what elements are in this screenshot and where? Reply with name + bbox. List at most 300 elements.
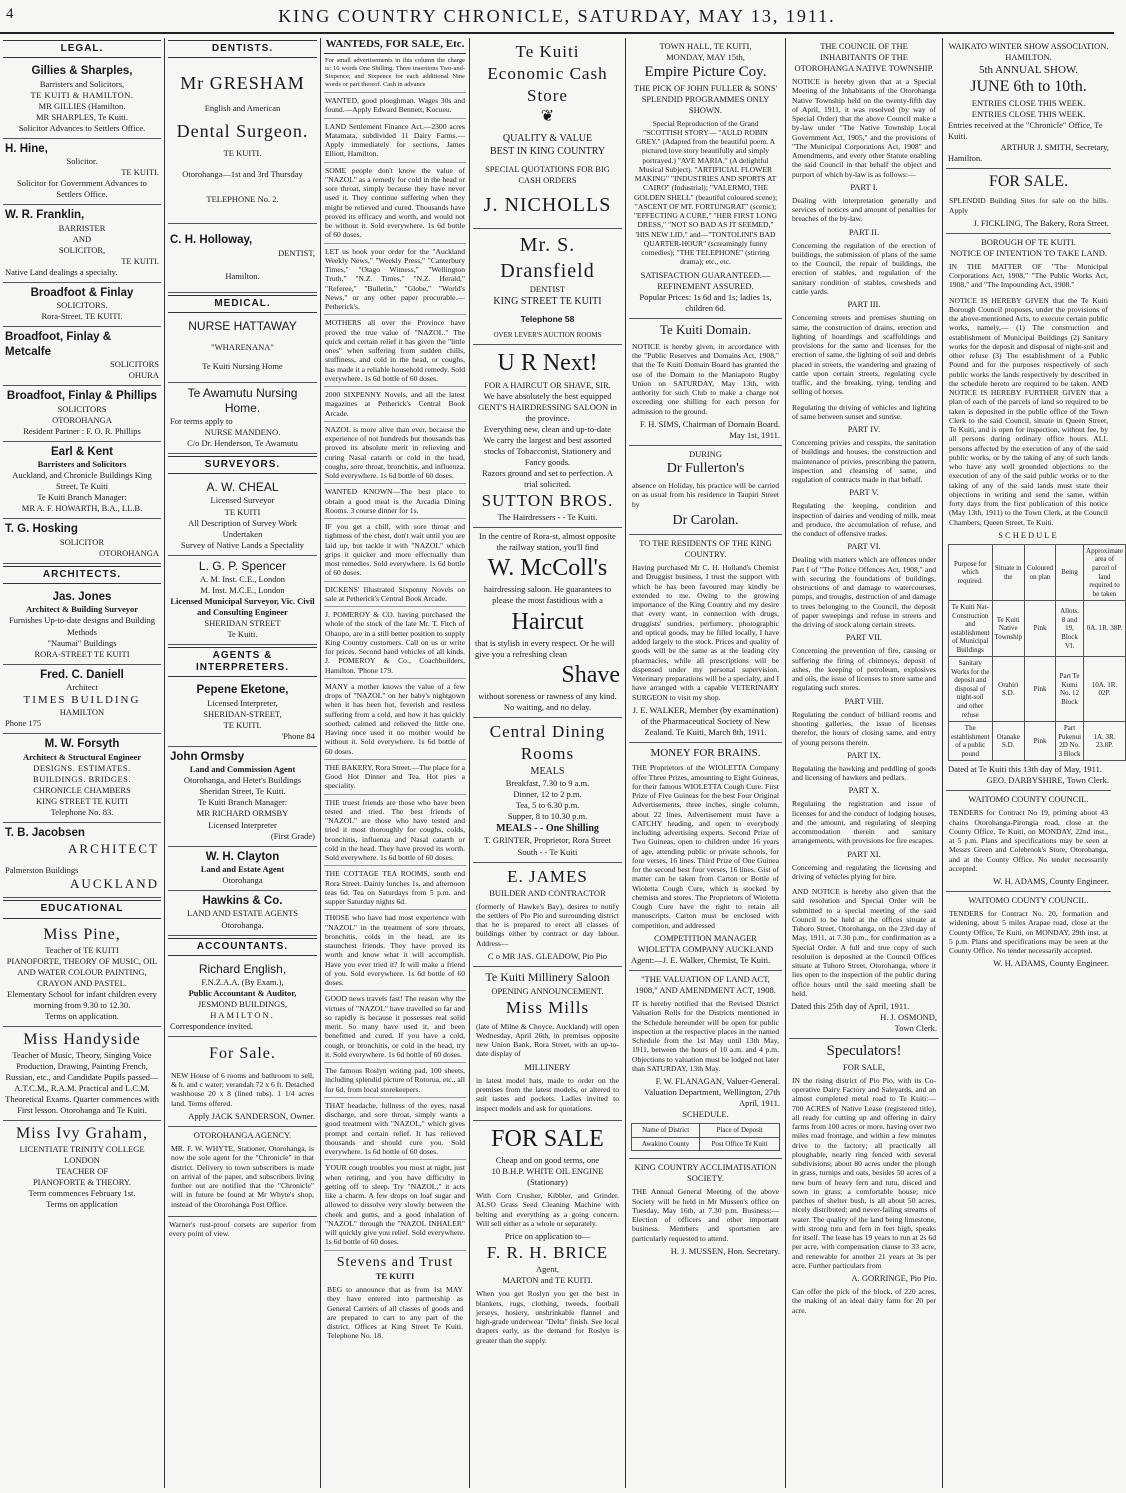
table-header: Situate in the (992, 544, 1025, 600)
firm-name: Central Dining Rooms (489, 722, 606, 764)
ad-line: JESMOND BUILDINGS, (197, 998, 288, 1009)
ad-line: Hamilton. (225, 270, 260, 281)
ad-line: TEACHER OF (55, 1166, 109, 1177)
ad-line: We carry the largest and best assorted stocks of Tobacconist, Stationery and Fancy goods. (483, 434, 612, 467)
ad-line: TOWN HALL, TE KUITI, (659, 41, 752, 51)
ad-stevens-trust (324, 1251, 466, 1348)
firm-name: Broadfoot, Finlay & Metcalfe (5, 331, 112, 358)
ad-teawamutu (168, 383, 317, 454)
ad-clayton (168, 847, 317, 891)
ad-line: Barristers and Solicitors, (39, 78, 125, 89)
ad-line: Resident Partner : F. O. R. Phillips (23, 425, 141, 436)
ad-line: FOR A HAIRCUT OR SHAVE, SIR. (484, 379, 611, 390)
classified-item: LET us book your order for the "Auckland Weekly News," "Weekly Press," "Canterbury Times," "Otago Witness," "Wellington Truth," "N.Z. Times," "N.Z. Herald," "Referee," "Bulletin," "Globe," "World's News," or any other paper procurable.—Petherick's. (324, 244, 466, 316)
ad-body: TENDERS for Contract No 19, priming about 43 chains Otorohanga-Pirongia road, close at the County Office, Te Kuiti, on MONDAY, 22nd inst., at 5 p.m. Plans and specifications may be seen at Messrs Green and Colebrook's Store, Otorohanga, and at the County Office. No tender necessarily accepted. (949, 808, 1108, 873)
ad-town-hall (629, 38, 782, 319)
classified-item: THE COTTAGE TEA ROOMS, south end Rora Street. Dainty lunches 1s, and afternoon teas 6d. Tea on Saturdays from 5 p.m. and supper Saturday nights 6d. (324, 866, 466, 910)
table-cell: Post Office Te Kuiti (700, 1137, 780, 1151)
bylaw-part-text: Regulating the conduct of billiard rooms and shooting galleries, the issue of licenses therefor, the hours of closing same, and entry of young persons therein. (792, 709, 936, 747)
bylaw-part-heading: PART VII. (845, 632, 883, 643)
bylaw-part-heading: PART VIII. (844, 695, 884, 706)
ornament-icon: ❦ (540, 108, 555, 126)
ad-line: Barristers and Solicitors (37, 459, 127, 470)
ad-body: When you get Roslyn you get the best in blankets, rugs, clothing, tweeds, football jerseys, hosiery, unshrinkable flannel and high-grade underwear "Delta" finish. See local drapers early, as the demand for Roslyn is greater than the supply. (476, 1289, 619, 1345)
ad-line: Cheap and on good terms, one (495, 1154, 600, 1165)
ad-signature: J. E. WALKER, Member (by examination) of the Pharmaceutical Society of New Zealand. Te Kuiti, March 8th, 1911. (632, 704, 779, 738)
ad-hawkins (168, 891, 317, 935)
ad-line: SATISFACTION GUARANTEED.—REFINEMENT ASSURED. (640, 269, 771, 291)
ad-headline: Speculators! (826, 1043, 902, 1060)
ad-line: SHERIDAN-STREET, (203, 708, 282, 719)
ad-line: SOLICITOR (59, 536, 105, 547)
ad-title: BOROUGH OF TE KUITI. (981, 236, 1076, 247)
ad-handyside (3, 1027, 161, 1121)
ad-body: SPLENDID Building Sites for sale on the hills. Apply (949, 196, 1108, 215)
ad-line: Furnishes Up-to-date designs and Building Methods (9, 615, 155, 637)
firm-name: A. W. CHEAL (206, 480, 279, 495)
ad-line: For terms apply to (170, 416, 233, 427)
classified-item: GOOD news travels fast! The reason why the virtues of "NAZOL" have travelled so far and so rapidly is because it possesses real solid merit. So many have used it, and been benefitted and cured. If you have a cold, cough, or bronchitis, or cold in the head, try it. Sold everywhere. 1s 6d bottle of 60 doses. (324, 991, 466, 1063)
ad-line: TE KUITI. (223, 719, 262, 730)
ad-line: ENTRIES CLOSE THIS WEEK. (971, 109, 1086, 120)
ad-pine (3, 922, 161, 1027)
ad-line: Term commences February 1st. (28, 1188, 136, 1199)
classifieds-rates: For small advertisements in this column the charge is: 16 words One Shilling. Three insertions Two-and-Sixpence; and Sixpence for each additional Nine words or part thereof. Cash in advance (324, 54, 466, 93)
ad-title: TO THE RESIDENTS OF THE KING COUNTRY. (639, 538, 772, 560)
classified-item: DICKENS' Illustrated Sixpenny Novels on sale at Petherick's Central Book Arcade. (324, 582, 466, 608)
section-heading: ARCHITECTS. (3, 566, 161, 584)
column-council (786, 38, 942, 1488)
classified-item: 2000 SIXPENNY Novels, and all the latest magazines at Petherick's Central Book Arcade. (324, 387, 466, 422)
ad-line: Land and Commission Agent (189, 764, 296, 775)
firm-name: Gillies & Sharples, (31, 65, 133, 78)
bylaw-part-heading: PART X. (848, 785, 880, 796)
ad-line: English and American (204, 102, 281, 113)
masthead (0, 0, 1114, 34)
table-header: Place of Deposit (700, 1124, 780, 1138)
valuation-schedule-table (631, 1123, 780, 1151)
ad-body: IN THE MATTER OF "The Municipal Corporations Act, 1908," "The Public Works Act, 1908," and "The Impounding Act, 1908." (949, 261, 1108, 290)
ad-line: FOR SALE, (842, 1061, 886, 1072)
ad-line: Agent, (536, 1264, 559, 1275)
ad-broadfoot-phillips (3, 386, 161, 442)
ad-body: NEW House of 6 rooms and bathroom to sell, & h. and c water; verandah 72 x 6 ft. Detached washhouse 20 x 8 (lined tubs). 1 1/4 acres land. Terms offered. (171, 1070, 314, 1108)
ad-signature: Apply JACK SANDERSON, Owner. (188, 1110, 315, 1121)
ad-hattaway (168, 316, 317, 383)
table-cell: Part Pukenui 2D No. 3 Block (1056, 722, 1084, 761)
ad-body: BEG to announce that as from 1st MAY they have entered into partnership as General Carriers of all classes of goods and are prepared to cart to any part of the district. Offices at King Street Te Kuiti. Telephone No. 18. (327, 1285, 463, 1341)
classified-item: THE BAKERY, Rora Street.—The place for a Good Hot Dinner and Tea. Hot pies a speciality. (324, 760, 466, 795)
ad-line: ENTRIES CLOSE THIS WEEK. (971, 98, 1086, 109)
ad-line: MILLINERY (524, 1061, 571, 1072)
table-header: Approximate area of parcel of land required to be taken (1084, 544, 1126, 600)
ad-line: Architect & Building Surveyor (26, 604, 138, 615)
page-number: 4 (6, 6, 14, 22)
classified-item: WANTED, good ploughman. Wages 30s and found.—Apply Edward Bennett, Kocueu. (324, 93, 466, 119)
firm-name: T. G. Hosking (5, 523, 78, 536)
ad-forsyth (3, 734, 161, 823)
ad-title: WAIKATO WINTER SHOW ASSOCIATION. (948, 41, 1109, 51)
ad-body: MR. F. W. WHYTE, Stationer, Otorohanga, is now the sole agent for the "Chronicle" in that district. Delivery to town subscribers is made on arrival of the paper, and subscribers living further out are notified that the "Chronicle" will in future be found at Mr Whyte's shop, instead of the Otorohanga Post Office. (171, 1144, 314, 1209)
ad-line: Survey of Native Lands a Speciality (181, 539, 304, 550)
ad-headline: W. McColl's (487, 555, 608, 582)
ad-line: PIANOFORTE & THEORY. (32, 1177, 132, 1188)
ad-line: J. NICHOLLS (483, 194, 612, 217)
bylaw-part-heading: PART I. (850, 181, 878, 192)
ad-line: Everything new, clean and up-to-date (483, 423, 612, 434)
ad-line: WIOLETTA COMPANY AUCKLAND (637, 943, 774, 954)
table-header: Name of District (632, 1124, 700, 1138)
ad-millinery (473, 967, 622, 1121)
bylaw-part-text: Concerning the regulation of the erection of buildings, the submission of plans of the same to the Council, the repair of buildings, the erection of stables, and regulation of the sanitary condition of stables, cowsheds and cattle yards. (792, 240, 936, 296)
ad-line: Te Kuiti Branch Manager: (197, 797, 288, 808)
ad-body: IT is hereby notified that the Revised District Valuation Rolls for the Districts mentioned in the Schedule hereunder will be open for public inspection at the respective places in the named Schedule from the 1st May until 13th May, 1911, between the hours of 10 a.m. and 4 p.m. Objections to valuation must be lodged not later than SATURDAY, 13th May. (632, 999, 779, 1073)
bylaw-part-text: Regulating the keeping, condition and inspection of dairies and vending of milk, meat and produce, the accumulation of refuse, and the conduct of offensive trades. (792, 501, 936, 539)
ad-hine (3, 139, 161, 206)
ad-headline: Te Kuiti Domain. (659, 321, 752, 337)
ad-line: Palmerston Buildings (5, 865, 79, 876)
ad-u-r-next (473, 345, 622, 528)
ad-line: TE KUITI. (223, 148, 262, 159)
firm-name: Richard English, (198, 961, 287, 976)
firm-name: W. R. Franklin, (5, 209, 85, 222)
ad-line: Dated this 25th day of April, 1911. (791, 1001, 910, 1012)
ad-body: With Corn Crusher, Kibbler, and Grinder. ALSO Grass Seed Cleaning Machine with belting and everything as a going concern. Will sell either as a whole or separately. (476, 1191, 619, 1228)
ad-line: without soreness or rawness of any kind. No waiting, and no delay. (478, 691, 617, 713)
ad-line: OTOROHANGA (52, 414, 112, 425)
ad-line: LAND AND ESTATE AGENTS (187, 908, 298, 919)
bylaw-part-heading: PART III. (847, 299, 881, 310)
bylaw-part-heading: PART V. (849, 487, 879, 498)
ad-valuation (629, 971, 782, 1159)
ad-headline: Empire Picture Coy. (644, 64, 767, 81)
classified-item: THE truest friends are those who have been tested and tried. The best friends of "NAZOL" are those who have tested and tried it most thoroughly for coughs, colds, bronchitis, influenza and Nasal catarrh or cold in the head. They have proved its worth. Sold everywhere. 1s 6d bottle of 60 doses. (324, 795, 466, 867)
firm-name: Te Awamutu Nursing Home. (187, 386, 298, 416)
classified-item: LAND Settlement Finance Act.—2300 acres Matamata, subdivided 11 Dairy Farms.—Apply immediately for sections, James Elliott, Hamilton. (324, 119, 466, 163)
table-cell: Pink (1025, 601, 1056, 657)
ad-line: Te Kuiti Branch Manager: (37, 492, 127, 503)
ad-mccoll (473, 528, 622, 718)
firm-name: Broadfoot & Finlay (30, 286, 134, 299)
column-professional (165, 38, 320, 1488)
ad-line: "Naumai" Buildings (47, 637, 117, 648)
ad-line: Solicitor for Government Advances to Settlers Office. (17, 178, 147, 200)
ad-borough (946, 234, 1123, 791)
section-heading: LEGAL. (3, 40, 161, 58)
ad-te-kuiti-domain (629, 319, 782, 446)
ad-line: BEST IN KING COUNTRY (489, 146, 606, 158)
ad-line: Land and Estate Agent (200, 863, 285, 874)
ad-line: RORA-STREET TE KUITI (34, 648, 130, 659)
ad-headline: Dr Carolan. (672, 512, 739, 528)
ad-line: Entries received at the "Chronicle" Office, Te Kuiti. (948, 120, 1103, 142)
borough-schedule-table (948, 544, 1126, 761)
ad-line: Economic Cash Store (487, 64, 608, 106)
ad-line: Elementary School for infant children every morning from 9.30 to 12.30. (7, 988, 157, 1010)
table-header: Purpose for which required. (949, 544, 993, 600)
ad-line: Te Kuiti. (227, 628, 258, 639)
ad-line: Dinner, 12 to 2 p.m. (513, 789, 582, 800)
ad-line: Te Kuiti (515, 42, 580, 61)
ad-line: The Hairdressers - - Te Kuiti. (497, 512, 598, 523)
firm-name: John Ormsby (170, 750, 245, 763)
ad-building-sites (946, 169, 1111, 233)
ad-line: Price on application to— (504, 1231, 591, 1242)
ad-title: WAITOMO COUNTY COUNCIL. (968, 794, 1089, 805)
ad-headline: Miss Mills (505, 997, 590, 1017)
ad-line: HAMILTON. (1005, 52, 1052, 63)
ad-line: Phone 175 (5, 718, 42, 729)
ad-english (168, 959, 317, 1037)
borough-schedule-rows (949, 601, 1126, 761)
ad-line: Licensed Municipal Surveyor, Vic. Civil and Consulting Engineer (170, 595, 315, 617)
ad-signature: ARTHUR J. SMITH, Secretary, (1000, 142, 1109, 153)
ad-signature: H. J. MUSSEN, Hon. Secretary. (670, 1245, 780, 1256)
ad-line: MARTON and TE KUITI. (502, 1275, 593, 1286)
ad-line: HAMILTON (59, 707, 105, 718)
ad-line: Dental Surgeon. (176, 120, 309, 141)
ad-body: absence on Holiday, his practice will be carried on as usual from his residence in Taupiri Street by (632, 481, 779, 509)
ad-otorohanga-council (789, 38, 939, 1039)
firm-name: Miss Pine, (43, 925, 121, 943)
table-cell: Pink (1025, 657, 1056, 722)
ad-body: Having purchased Mr C. H. Holland's Chemist and Druggist business, I trust the support with which he has been favoured may kindly be extended to me. Owing to the growing importance of the King Country and my desire that every want, in connection with drugs, druggists' sundries, perfumery, photographic and optical goods, may be filled locally, I have added largely to the stock. Prices and quality of goods will be the same as at the leading city pharmacies, while all prescriptions will be dispensed under my personal supervision. Veterinary preparations will be a specialty, and I have arranged with a capable VETERINARY SURGEON to visit my shop. (632, 563, 779, 702)
firm-name: Miss Ivy Graham, (16, 1125, 148, 1143)
bylaw-part-text: Concerning privies and cesspits, the sanitation of buildings and houses, the construction and maintenance of privies, prescribing the pattern, inspection and cleansing of same, and regulation of contracts made in that behalf. (792, 438, 936, 485)
ad-line: Razors ground and set to perfection. A trial solicited. (481, 467, 613, 489)
ad-headline: FOR SALE. (988, 173, 1069, 191)
bylaw-part-heading: PART IX. (847, 749, 881, 760)
ad-headline: FOR SALE (491, 1125, 604, 1152)
ad-line: 'Phone 84 (281, 730, 315, 741)
ad-line: BUILDINGS. BRIDGES. (32, 773, 132, 784)
ad-line: In the centre of Rora-st, almost opposite the railway station, you'll find (479, 531, 616, 553)
ad-signature: A. GORRINGE, Pio Pio. (851, 1273, 937, 1284)
ad-line: Tea, 5 to 6.30 p.m. (515, 800, 580, 811)
bylaw-part-text: Dealing with matters which are offences under Part I of "The Police Offences Act, 1908," and with securing the foundations of buildings, obstructions of and damage to watercourses, pumps, and troughs, destruction of and damage to trees belonging to the Council, the deposit of paper sweepings and refuse in streets and the driving of stock along certain streets. (792, 555, 936, 630)
column-wanteds (321, 38, 469, 1488)
firm-name: Earl & Kent (51, 445, 113, 458)
classifieds-list (324, 93, 466, 1251)
ad-signature: H. J. OSMOND, (880, 1012, 937, 1023)
ad-line: Native Land dealings a specialty. (5, 266, 118, 277)
firm-name: Pepene Eketone, (196, 684, 289, 697)
classified-item: SOME people don't know the value of "NAZOL" as a remedy for cold in the head or sore throat, simply because they have never used it. They continue suffering when they might be relieved and cured. Thousands have proved its efficacy and worth, and would not be without it. Sold everywhere. 1s 6d bottle of 60 doses. (324, 163, 466, 244)
ad-line: Solicitor. (66, 156, 98, 167)
column-public-notices (943, 38, 1123, 1488)
firm-name: Mr GRESHAM (180, 73, 305, 94)
table-cell: Part Te Kumi No. 12 Block (1056, 657, 1084, 722)
ad-line: All Description of Survey Work Undertaken (188, 517, 297, 539)
ad-signature: J. FICKLING, The Bakery, Rora Street. (973, 217, 1109, 228)
ad-body: TENDERS for Contract No. 20, formation and widening, about 5 miles Arapae road, close at the County Office, Te Kuiti, on MONDAY, 29th inst, at 5 p.m. Plans and specifications may be seen at the County Office. No tender necessarily accepted. (949, 909, 1108, 956)
ad-headline: Haircut (511, 608, 584, 635)
ad-speculators (789, 1039, 939, 1322)
ad-signature: F. H. SIMS, Chairman of Domain Board. May 1st, 1911. (639, 418, 780, 440)
ad-line: Licensed Interpreter (208, 819, 277, 830)
ad-line: KING STREET TE KUITI (493, 296, 602, 308)
ad-line: C/o Dr. Henderson, Te Awamutu (187, 438, 298, 449)
classified-item: MANY a mother knows the value of a few drops of "NAZOL" on her baby's nightgown when it has been hot, feverish and restless suffering from a cold, and how it has quickly soothed, calmed and relieved the little one. Having once used it no mother would be without it. Sold everywhere. 1s 6d bottle of 60 doses. (324, 679, 466, 760)
firm-name: Fred. C. Daniell (40, 668, 124, 681)
bylaw-part-heading: PART XI. (847, 848, 881, 859)
ad-franklin (3, 205, 161, 283)
ad-line: DURING (688, 448, 723, 459)
firm-name: M. W. Forsyth (44, 738, 120, 751)
ad-line: TE KUITI (375, 1271, 415, 1282)
ad-line: Correspondence invited. (170, 1020, 254, 1031)
table-cell: Te Kuiti Native Township (992, 601, 1025, 657)
firm-name: C. H. Holloway, (170, 234, 253, 247)
ad-body: AND NOTICE is hereby also given that the said resolution and Special Order will be submitted to a special meeting of the said Council to be held at the offices situate at Tuhoro Street, Otorohanga, on the 23rd day of May, 1911, at 7.30 p.m., for confirmation as a Special Order. A full and true copy of such resolution is deposited at the Council Offices situate at Tuhoro Street, Otorohanga, where it lies open to the inspection of the public during office hours until the said meeting shall be held. (792, 887, 936, 998)
bylaw-parts-list (791, 182, 937, 884)
section-heading: AGENTS & INTERPRETERS. (168, 647, 317, 677)
ad-body: Can offer the pick of the block, of 220 acres, the making of an ideal dairy farm for 20 per acre. (792, 1287, 936, 1315)
firm-name: Miss Handyside (23, 1030, 141, 1048)
table-cell: Te Kuiti Nat-Construction and establishment of Municipal Buildings (949, 601, 993, 657)
bylaw-part-text: Regulating the driving of vehicles and lighting of same between sunset and sunrise. (792, 402, 936, 421)
ad-line: PIANOFORTE, THEORY OF MUSIC, OIL AND WATER COLOUR PAINTING, CRAYON AND PASTEL. (6, 955, 158, 988)
ad-line: HAMILTON. (210, 1009, 275, 1020)
ad-line: Terms on application (46, 1199, 118, 1210)
ad-line: Supper, 8 to 10.30 p.m. (507, 811, 588, 822)
ad-line: SPECIAL QUOTATIONS FOR BIG CASH ORDERS (485, 164, 610, 186)
ad-gresham (168, 61, 317, 224)
ad-line: BUILDER AND CONTRACTOR (489, 887, 606, 898)
ad-line: CHRONICLE CHAMBERS (33, 785, 131, 795)
ad-line: TIMES BUILDING (23, 694, 141, 707)
ad-line: (Stationary) (527, 1177, 568, 1188)
bylaw-part-text: Dealing with interpretation generally and services of notices and amount of penalties for breaches of the by-law. (792, 195, 936, 224)
section-heading: DENTISTS. (168, 40, 317, 58)
classified-item: J. POMEROY & CO. having purchased the whole of the stock of the late Mr. T. Fitch of Ohaupo, are in a still better position to supply King Country customers. Call on us or write for prices. Second hand vehicles of all kinds. J. POMEROY & Co., Coachbuilders, Hamilton. 'Phone 179. (324, 607, 466, 679)
table-row (949, 657, 1126, 722)
ad-line: THE PICK OF JOHN FULLER & SONS' SPLENDID PROGRAMMES ONLY SHOWN. (633, 82, 778, 115)
ad-line: SUTTON BROS. (481, 491, 614, 511)
firm-name: W. H. Clayton (205, 850, 280, 863)
ad-holloway (168, 224, 317, 292)
ad-body: (formerly of Hawke's Bay), desires to notify the settlers of Pio Pio and surrounding district that he is prepared to erect all classes of buildings either by contract or day labour. Address— (476, 901, 619, 948)
ad-line: OHURA (128, 370, 159, 381)
ad-gillies (3, 61, 161, 139)
ad-line: Otorohanga, and Hetet's Buildings Sheridan Street, Te Kuiti. (183, 775, 302, 797)
column-legal (0, 38, 164, 1488)
ad-line: MONDAY, MAY 15th, (666, 52, 745, 63)
ad-headline: U R Next! (497, 350, 598, 377)
firm-name: L. G. P. Spencer (198, 558, 287, 573)
ad-signature: GEO. DARBYSHIRE, Town Clerk. (986, 775, 1109, 786)
ad-line: Telephone No. 83. (50, 807, 114, 818)
ad-broadfoot-metcalfe (3, 327, 161, 386)
ad-line: QUALITY & VALUE (502, 133, 593, 145)
ad-line: AUCKLAND (70, 876, 159, 892)
ad-line: Popular Prices: 1s 6d and 1s; ladies 1s, children 6d. (639, 291, 772, 313)
ad-line: MR GILLIES (Hamilton. (38, 100, 126, 111)
ad-body: NOTICE is hereby given, in accordance with the "Public Reserves and Domains Act, 1908," that the Te Kuiti Domain Board has granted the use of the Domain to the Maniapoto Rugby Union on SATURDAY, May 13th, with authority for such Club to make a charge not exceeding one shilling for each person for admission to the ground. (632, 341, 779, 416)
bylaw-part-heading: PART IV. (847, 424, 881, 435)
classified-item: THAT headache, fullness of the eyes, nasal discharge, and sore throat, simply wants a good treatment with "NAZOL," which gives prompt and certain relief. It has relieved thousands and should cure you. Sold everywhere. 1s 6d bottle of 60 doses. (324, 1098, 466, 1161)
ad-acclimatisation (629, 1159, 782, 1261)
ad-line: DENTIST (529, 284, 566, 295)
firm-name: Jas. Jones (52, 591, 112, 604)
ad-line: "WHARENANA" (211, 342, 274, 353)
classified-item: The famous Roslyn writing pad, 100 sheets, including splendid picture of Rotorua, etc., all for 6d, from local storekeepers. (324, 1063, 466, 1098)
ad-jones (3, 587, 161, 665)
ad-body: in latest model hats, made to order on the premises from the latest models, or altered to suit tastes and pockets. Ladies invited to inspect models and ask for quotations. (476, 1075, 619, 1113)
ad-line: LICENTIATE TRINITY COLLEGE LONDON (19, 1144, 145, 1166)
section-heading: EDUCATIONAL (3, 900, 161, 918)
ad-line: SHERIDAN STREET (204, 617, 281, 628)
ad-line: hairdressing saloon. He guarantees to please the most fastidious with a (483, 584, 612, 606)
ad-line: TE KUITI (224, 506, 261, 517)
section-heading: SURVEYORS. (168, 456, 317, 474)
ad-jacobsen (3, 823, 161, 898)
ad-residents (629, 535, 782, 743)
ad-line: Teacher of TE KUITI (45, 944, 119, 955)
ad-line: AND (72, 233, 92, 244)
table-header: Being (1056, 544, 1084, 600)
ad-line: Licensed Surveyor (210, 495, 275, 506)
ad-signature: W. H. ADAMS, County Engineer. (993, 876, 1109, 887)
ad-earl-kent (3, 442, 161, 520)
ad-cheal (168, 477, 317, 555)
ad-line: COMPETITION MANAGER (654, 932, 757, 943)
ad-title: For Sale. (209, 1044, 276, 1062)
ad-line: Architect (66, 682, 98, 693)
table-header: Coloured on plan (1025, 544, 1056, 600)
ad-headline: JUNE 6th to 10th. (970, 78, 1087, 96)
ad-line: F.N.Z.A.A. (By Exam.), (201, 976, 284, 987)
ad-headline: F. R. H. BRICE (486, 1243, 609, 1263)
classified-item: MOTHERS all over the Province have proved the true value of "NAZOL." The quick and certain relief it has given the "little ones" when suffering from sudden chills, stuffiness, and cold in the head, or coughs, has made it a reliable household remedy. Sold everywhere. 1s 6d bottle of 60 doses. (324, 315, 466, 387)
table-cell: Orahiri S.D. (992, 657, 1025, 722)
ad-line: BARRISTER (58, 222, 106, 233)
ad-title: KING COUNTRY ACCLIMATISATION SOCIETY. (634, 1162, 777, 1184)
column-notices (626, 38, 785, 1488)
ad-hosking (3, 519, 161, 563)
ad-line: OTOROHANGA (99, 547, 159, 558)
ad-line: Architect & Structural Engineer (22, 751, 142, 762)
ad-line: TE KUITI & HAMILTON. (30, 89, 134, 100)
classified-item: NAZOL is more alive than ever, because the experience of not hundreds but thousands has proved its absolute merit in relieving and curing Nasal catarrh or cold in the head, coughs, sore throat, bronchitis, and influenza. Sold everywhere. 1s 6d bottle of 60 doses. (324, 422, 466, 485)
table-cell: Sanitary Works for the deposit and disposal of night-soil and other refuse (949, 657, 993, 722)
ad-headline: Dr Fullerton's (666, 460, 745, 476)
ad-line: that is stylish in every respect. Or he will give you a refreshing clean (475, 637, 615, 659)
ad-line: Te Kuiti Nursing Home (202, 361, 283, 372)
ad-line: (First Grade) (270, 830, 315, 841)
newspaper-title: KING COUNTRY CHRONICLE, SATURDAY, MAY 13, 1911. (278, 6, 836, 26)
ad-line: Otorohanga—1st and 3rd Thursday (182, 169, 303, 180)
ad-line: A. M. Inst. C.E., London (200, 573, 285, 584)
ad-line: Otorohanga (222, 875, 263, 886)
table-cell: 1A. 3R. 23.8P. (1084, 722, 1126, 761)
ad-line: Hamilton. (948, 153, 983, 164)
ad-line: Licensed Interpreter, (207, 697, 278, 708)
ad-line: Telephone 58 (520, 314, 575, 325)
bylaw-part-text: Concerning streets and premises shutting on same, the construction of drains, erection and lighting of hoardings and scaffoldings and provisions for the same and licenses for the erection of same, the lighting of soil and debris placed in streets, the wandering and grazing of cattle upon certain streets, regulating cycle traffic, and the breaking, tying, tending and selling of horses. (792, 313, 936, 397)
ad-winter-show (946, 38, 1111, 169)
ad-eketone (168, 680, 317, 747)
ad-line: Agent:—J. E. Walker, Chemist, Te Kuiti. (631, 954, 771, 965)
ad-line: Rora-Street. TE KUITI. (41, 311, 123, 322)
ad-body: (late of Milne & Choyce, Auckland) will open Wednesday, April 26th, in premises opposite new Union Bank, Rora Street, with an up-to-date display of (476, 1021, 619, 1059)
ad-body: NOTICE is hereby given that at a Special Meeting of the Inhabitants of the Otorohanga Native Township held on the twenty-fifth day of April, 1911, it was resolved (by way of Special Order) that the above Council make a by-law under "The Native Township Local Government Act, 1905," and the provisions of "The Municipal Corporations Act, 1908" and Amendments, and every other Statute enabling the said Council in that behalf the object and purport of which by-law is as follows:— (792, 77, 936, 179)
ad-title: WAITOMO COUNTY COUNCIL. (968, 895, 1089, 906)
firm-name: T. B. Jacobsen (5, 827, 85, 840)
ad-line: MR A. F. HOWARTH, B.A., LL.B. (21, 503, 143, 514)
ad-line: Breakfast, 7.30 to 9 a.m. (505, 778, 590, 789)
ad-signature: W. H. ADAMS, County Engineer. (993, 958, 1109, 969)
